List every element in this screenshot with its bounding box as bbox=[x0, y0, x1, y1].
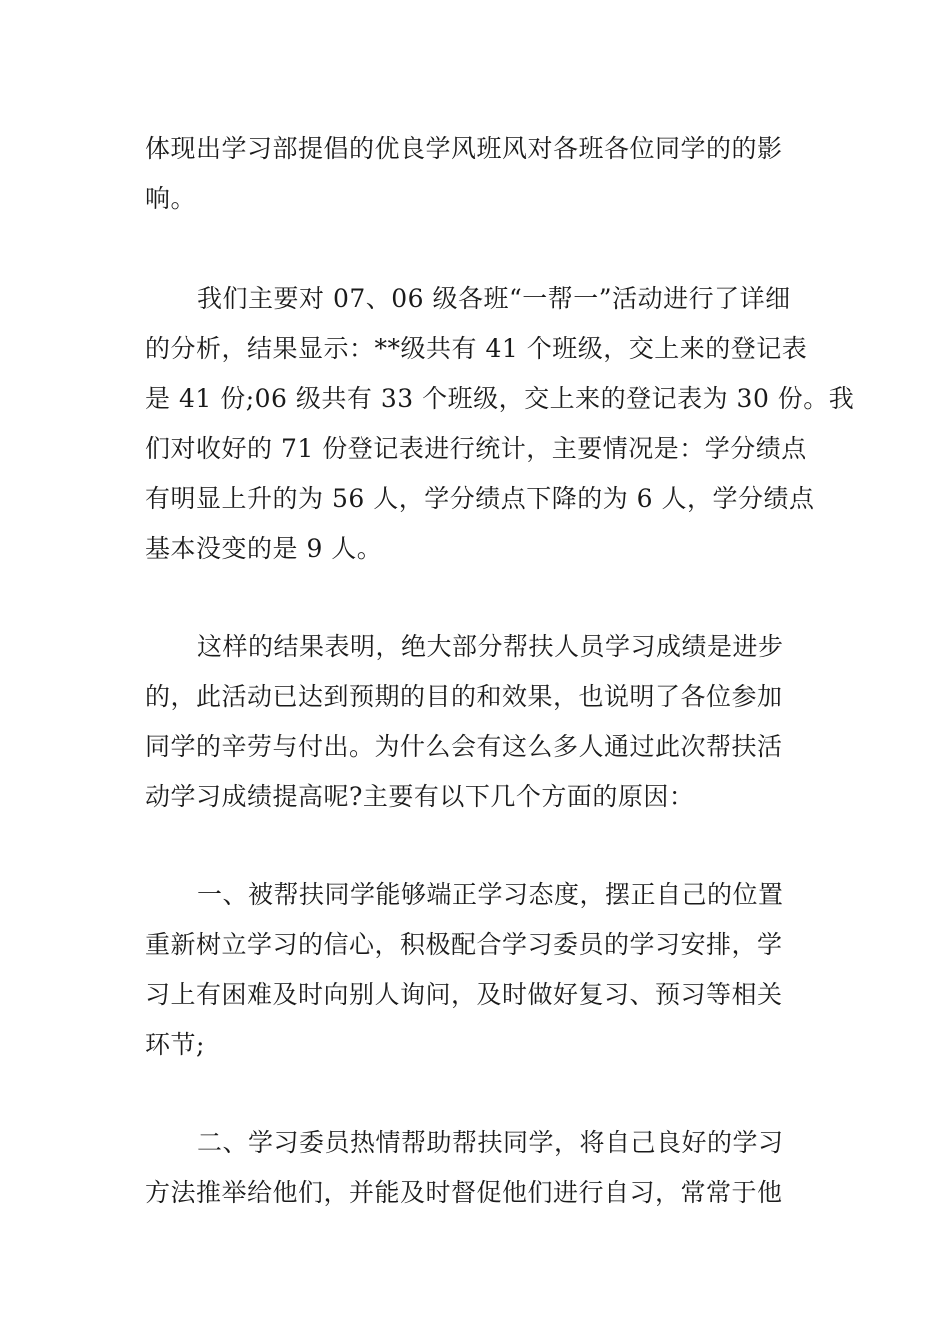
text-line: 一、被帮扶同学能够端正学习态度，摆正自己的位置 bbox=[197, 880, 784, 909]
text-line: 体现出学习部提倡的优良学风班风对各班各位同学的的影 bbox=[145, 134, 783, 163]
text-line: 有明显上升的为 56 人，学分绩点下降的为 6 人，学分绩点 bbox=[145, 484, 815, 513]
paragraph-continuation bbox=[145, 124, 810, 224]
text-line: 同学的辛劳与付出。为什么会有这么多人通过此次帮扶活 bbox=[145, 732, 783, 761]
text-line: 二、学习委员热情帮助帮扶同学，将自己良好的学习 bbox=[197, 1128, 784, 1157]
text-line: 这样的结果表明，绝大部分帮扶人员学习成绩是进步 bbox=[197, 632, 784, 661]
paragraph-reason-one bbox=[145, 870, 810, 1070]
text-line: 环节; bbox=[145, 1030, 205, 1059]
text-line: 的，此活动已达到预期的目的和效果，也说明了各位参加 bbox=[145, 682, 783, 711]
text-line: 基本没变的是 9 人。 bbox=[145, 534, 383, 563]
paragraph-conclusion bbox=[145, 622, 810, 822]
text-line: 动学习成绩提高呢?主要有以下几个方面的原因： bbox=[145, 782, 695, 811]
text-line: 方法推举给他们，并能及时督促他们进行自习，常常于他 bbox=[145, 1178, 783, 1207]
text-line: 我们主要对 07、06 级各班“一帮一”活动进行了详细 bbox=[197, 284, 791, 313]
paragraph-analysis-results bbox=[145, 274, 855, 574]
text-line: 们对收好的 71 份登记表进行统计，主要情况是：学分绩点 bbox=[145, 434, 807, 463]
text-line: 重新树立学习的信心，积极配合学习委员的学习安排，学 bbox=[145, 930, 783, 959]
paragraph-reason-two bbox=[145, 1118, 810, 1218]
text-line: 响。 bbox=[145, 184, 197, 213]
text-line: 的分析，结果显示：**级共有 41 个班级，交上来的登记表 bbox=[145, 334, 808, 363]
text-line: 习上有困难及时向别人询问，及时做好复习、预习等相关 bbox=[145, 980, 783, 1009]
text-line: 是 41 份;06 级共有 33 个班级，交上来的登记表为 30 份。我 bbox=[145, 384, 855, 413]
